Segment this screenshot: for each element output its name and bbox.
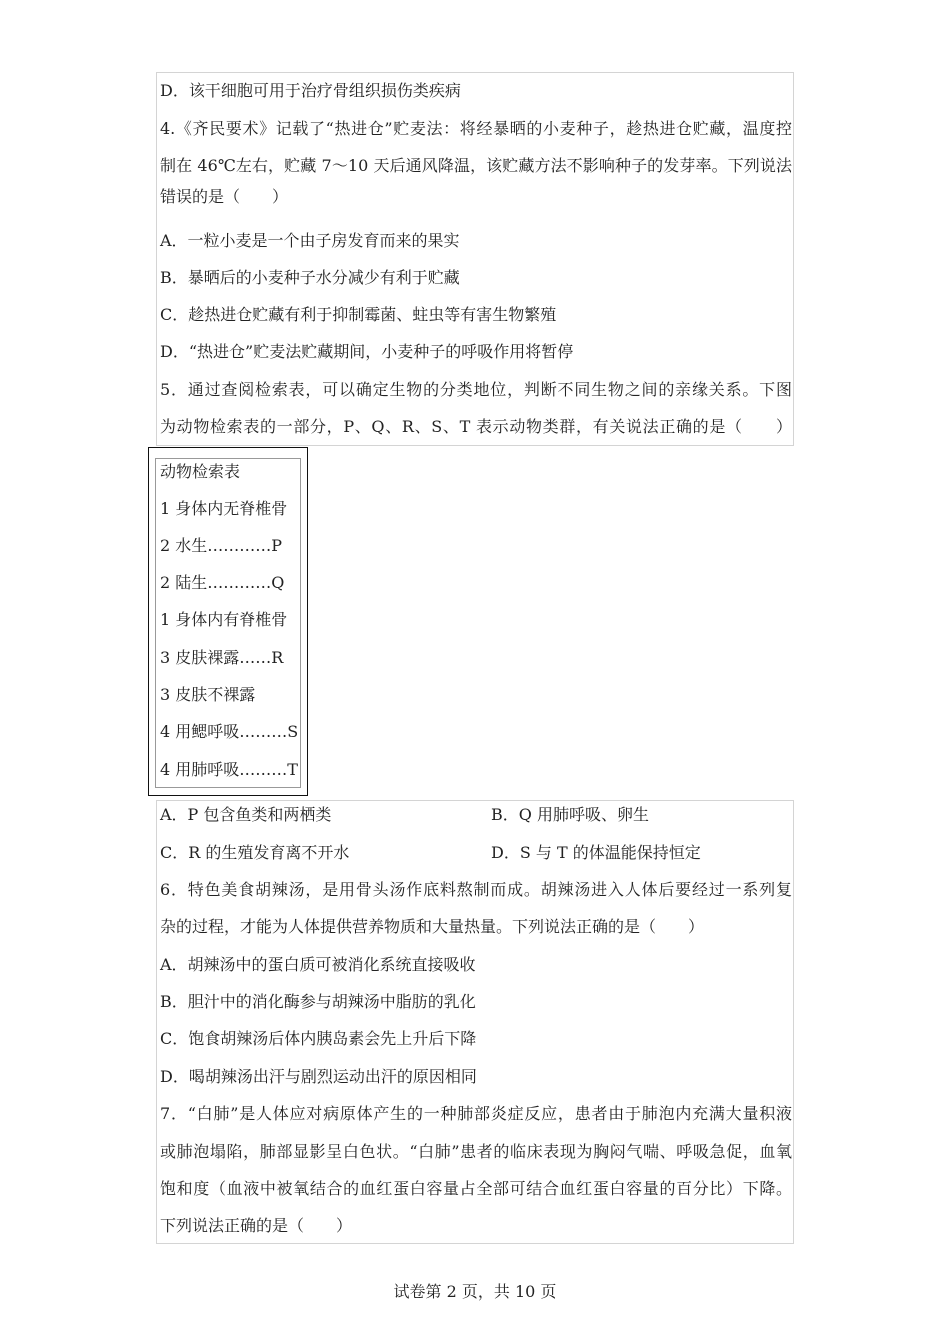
q5-stem-line1: 5．通过查阅检索表，可以确定生物的分类地位，判断不同生物之间的亲缘关系。下图 [160,380,792,399]
key-table-row: 4 用鳃呼吸………S [160,722,299,741]
q6-option-b: B．胆汁中的消化酶参与胡辣汤中脂肪的乳化 [160,992,476,1011]
q7-stem-line4: 下列说法正确的是（ ） [160,1216,353,1235]
key-table-title: 动物检索表 [160,462,241,481]
q4-stem-line3: 错误的是（ ） [160,187,289,206]
q4-option-d: D．“热进仓”贮麦法贮藏期间，小麦种子的呼吸作用将暂停 [160,342,574,361]
q3-option-d: D．该干细胞可用于治疗骨组织损伤类疾病 [160,81,461,100]
q5-option-a: A．P 包含鱼类和两栖类 [160,805,332,824]
q4-stem-line2: 制在 46℃左右，贮藏 7～10 天后通风降温，该贮藏方法不影响种子的发芽率。下列说法 [160,156,792,175]
key-table-row: 3 皮肤不裸露 [160,685,256,704]
q7-stem-line1: 7．“白肺”是人体应对病原体产生的一种肺部炎症反应，患者由于肺泡内充满大量积液 [160,1104,792,1123]
q4-option-b: B．暴晒后的小麦种子水分减少有利于贮藏 [160,268,460,287]
key-table-row: 2 水生…………P [160,536,283,555]
q6-option-d: D．喝胡辣汤出汗与剧烈运动出汗的原因相同 [160,1067,477,1086]
q6-stem-line1: 6．特色美食胡辣汤，是用骨头汤作底料熬制而成。胡辣汤进入人体后要经过一系列复 [160,880,792,899]
q7-stem-line3: 饱和度（血液中被氧结合的血红蛋白容量占全部可结合血红蛋白容量的百分比）下降。 [160,1179,792,1198]
q5-option-d: D．S 与 T 的体温能保持恒定 [491,843,701,862]
q5-stem-line2: 为动物检索表的一部分，P、Q、R、S、T 表示动物类群，有关说法正确的是（ ） [160,417,792,436]
key-table-row: 2 陆生…………Q [160,573,285,592]
q4-option-c: C．趁热进仓贮藏有利于抑制霉菌、蛀虫等有害生物繁殖 [160,305,557,324]
key-table-row: 3 皮肤裸露……R [160,648,284,667]
q5-option-b: B．Q 用肺呼吸、卵生 [491,805,649,824]
page-footer: 试卷第 2 页，共 10 页 [393,1282,557,1301]
q7-stem-line2: 或肺泡塌陷，肺部显影呈白色状。“白肺”患者的临床表现为胸闷气喘、呼吸急促，血氧 [160,1142,792,1161]
q4-stem-line1: 4.《齐民要术》记载了“热进仓”贮麦法：将经暴晒的小麦种子，趁热进仓贮藏，温度控 [160,119,792,138]
q5-option-c: C．R 的生殖发育离不开水 [160,843,350,862]
question-frame-bottom [156,800,794,1244]
key-table-row: 1 身体内无脊椎骨 [160,499,288,518]
q6-option-c: C．饱食胡辣汤后体内胰岛素会先上升后下降 [160,1029,477,1048]
q6-option-a: A．胡辣汤中的蛋白质可被消化系统直接吸收 [160,955,476,974]
q6-stem-line2: 杂的过程，才能为人体提供营养物质和大量热量。下列说法正确的是（ ） [160,917,705,936]
key-table-row: 1 身体内有脊椎骨 [160,610,288,629]
key-table-row: 4 用肺呼吸………T [160,760,298,779]
q4-option-a: A．一粒小麦是一个由子房发育而来的果实 [160,231,460,250]
